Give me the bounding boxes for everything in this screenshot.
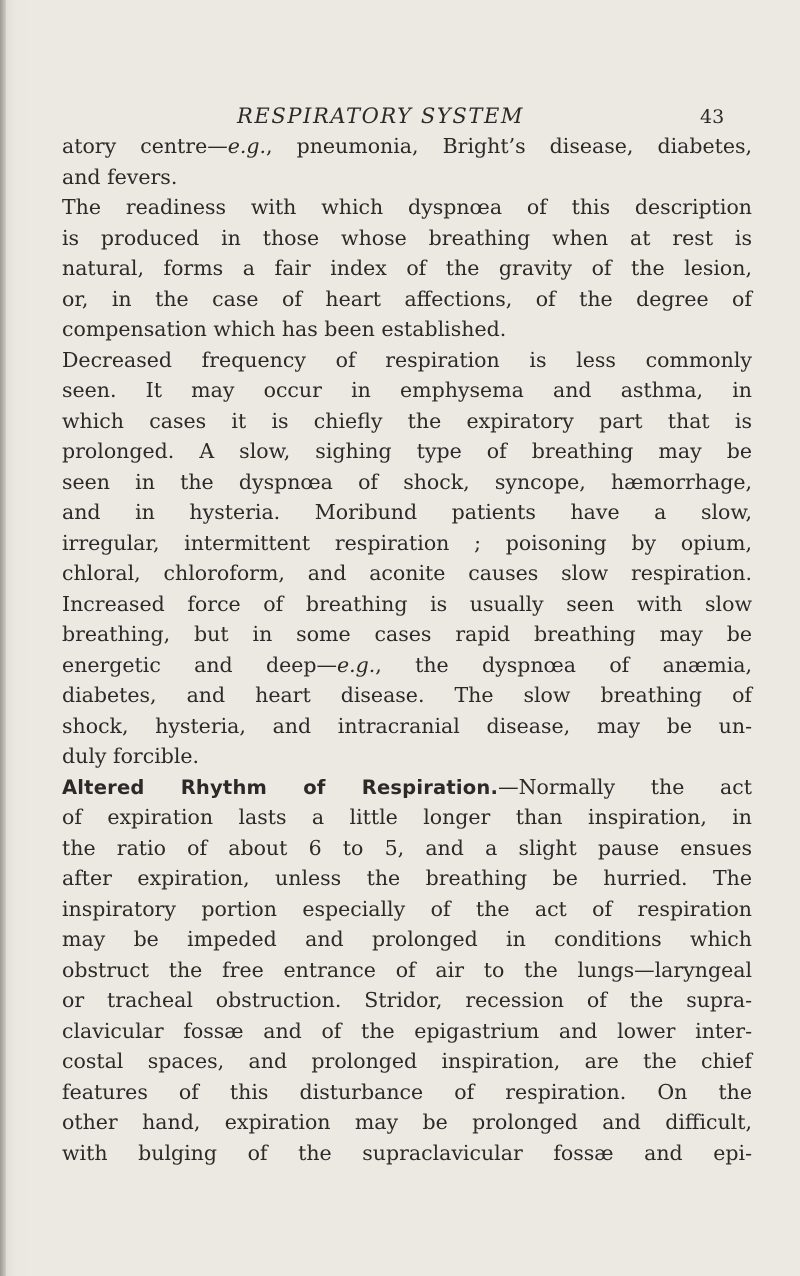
text-line: breathing, but in some cases rapid breathing may be bbox=[62, 622, 752, 646]
text-line: of expiration lasts a little longer than inspiration, in bbox=[62, 805, 752, 829]
text-line: seen in the dyspnœa of shock, syncope, hæmorrhage, bbox=[62, 469, 752, 494]
text-line: diabetes, and heart disease. The slow breathing of bbox=[62, 683, 752, 707]
text-line: seen. It may occur in emphysema and asthma, in bbox=[62, 378, 752, 402]
text-line: duly forcible. bbox=[62, 744, 200, 768]
running-head: RESPIRATORY SYSTEM bbox=[237, 104, 524, 128]
text-line: features of this disturbance of respiration. On the bbox=[62, 1079, 752, 1104]
text-line: is produced in those whose breathing when at rest is bbox=[62, 225, 752, 250]
text-line: chloral, chloroform, and aconite causes slow respiration. bbox=[62, 561, 752, 585]
text-line: or tracheal obstruction. Stridor, recession of the supra- bbox=[62, 988, 752, 1012]
body-text bbox=[62, 131, 752, 1168]
text-line: inspiratory portion especially of the act of respiration bbox=[62, 896, 752, 921]
text-line: Increased force of breathing is usually seen with slow bbox=[62, 591, 752, 616]
page-number: 43 bbox=[700, 106, 725, 128]
text-line: after expiration, unless the breathing be hurried. The bbox=[62, 866, 752, 890]
section-heading: Altered Rhythm of Respiration. bbox=[62, 775, 499, 799]
text-line: may be impeded and prolonged in conditions which bbox=[62, 927, 752, 951]
page-binding-edge bbox=[0, 0, 6, 1276]
text-line: prolonged. A slow, sighing type of breathing may be bbox=[62, 439, 752, 463]
text-line: Altered Rhythm of Respiration.—Normally the act bbox=[62, 774, 752, 799]
text-line: The readiness with which dyspnœa of this description bbox=[62, 195, 752, 219]
text-line: and fevers. bbox=[62, 164, 178, 189]
text-line: with bulging of the supraclavicular fossæ and epi- bbox=[62, 1140, 752, 1165]
text-line: or, in the case of heart affections, of the degree of bbox=[62, 286, 752, 311]
text-line: compensation which has been established. bbox=[62, 317, 507, 341]
text-line: energetic and deep—e.g., the dyspnœa of anæmia, bbox=[62, 652, 753, 677]
text-line: costal spaces, and prolonged inspiration, are the chief bbox=[62, 1049, 752, 1073]
text-line: and in hysteria. Moribund patients have a slow, bbox=[62, 500, 752, 524]
text-line: the ratio of about 6 to 5, and a slight pause ensues bbox=[62, 835, 752, 860]
text-line: which cases it is chiefly the expiratory part that is bbox=[62, 408, 752, 433]
text-line: shock, hysteria, and intracranial disease, may be un- bbox=[62, 713, 752, 738]
text-line: natural, forms a fair index of the gravity of the lesion, bbox=[62, 256, 752, 280]
text-line: clavicular fossæ and of the epigastrium and lower inter- bbox=[62, 1018, 752, 1043]
text-line: obstruct the free entrance of air to the lungs—laryngeal bbox=[62, 957, 752, 982]
text-line: irregular, intermittent respiration ; poisoning by opium, bbox=[62, 530, 752, 555]
text-line: Decreased frequency of respiration is less commonly bbox=[62, 347, 752, 372]
text-line: atory centre—e.g., pneumonia, Bright’s disease, diabetes, bbox=[62, 134, 753, 158]
text-line: other hand, expiration may be prolonged and difficult, bbox=[62, 1110, 752, 1134]
